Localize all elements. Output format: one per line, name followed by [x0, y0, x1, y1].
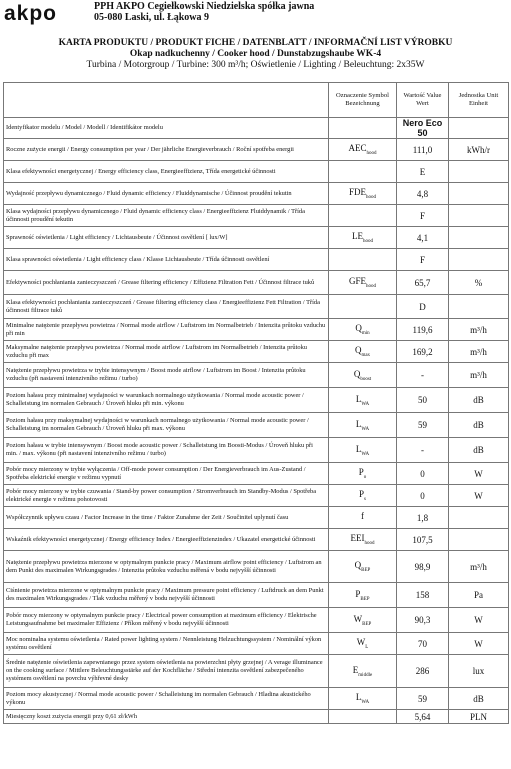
row-value: 0	[397, 463, 449, 485]
row-symbol	[329, 205, 397, 227]
row-symbol	[329, 551, 397, 583]
row-unit	[449, 118, 509, 139]
row-unit	[449, 205, 509, 227]
symbol-subscript: hood	[366, 150, 377, 156]
symbol-subscript: middle	[358, 672, 373, 678]
symbol-subscript: WA	[361, 426, 370, 432]
row-description: Maksymalne natężenie przepływu powietrza / Normal mode airflow / Luftstrom im Normalbetrieb / Intenzita průtoku vzduchu při max	[4, 341, 329, 363]
row-description: Identyfikator modelu / Model / Modell / Identifikátor modelu	[4, 118, 329, 139]
row-unit: W	[449, 633, 509, 655]
row-description: Klasa wydajności przepływu dynamicznego / Fluid dynamic efficiency class / Energieeffizienz Fluiddynamik / Třída účinnosti proudění tekutin	[4, 205, 329, 227]
row-unit: m³/h	[449, 551, 509, 583]
row-value: 107,5	[397, 529, 449, 551]
row-value: F	[397, 205, 449, 227]
row-unit: dB	[449, 413, 509, 438]
document-title	[0, 38, 511, 71]
row-symbol	[329, 227, 397, 249]
symbol-main: W	[356, 637, 366, 648]
model-identifier: Nero Eco 50	[397, 118, 449, 139]
table-row	[4, 463, 509, 485]
row-symbol	[329, 438, 397, 463]
row-value: 0	[397, 485, 449, 507]
row-value: 111,0	[397, 139, 449, 161]
row-description: Miesięczny koszt zużycia energii przy 0,61 zł/kWh	[4, 710, 329, 724]
symbol-subscript: boost	[360, 376, 372, 382]
table-row	[4, 608, 509, 633]
row-description: Klasa efektywności pochłaniania zanieczyszczeń / Grease filtering efficiency class / Energieeffizienz Fett Filtration / Třída účinnosti filtrace tuků	[4, 295, 329, 319]
row-symbol	[329, 319, 397, 341]
header-symbol: Oznaczenie Symbol Bezeichnung	[329, 83, 397, 118]
row-symbol	[329, 633, 397, 655]
symbol-main: L	[355, 443, 362, 454]
symbol-main: W	[353, 613, 363, 624]
symbol-main: AEC	[348, 143, 367, 154]
row-symbol	[329, 485, 397, 507]
symbol-main: GFE	[348, 276, 366, 287]
table-row	[4, 118, 509, 139]
header-description	[4, 83, 329, 118]
table-row	[4, 271, 509, 295]
row-symbol	[329, 183, 397, 205]
symbol-main: P	[355, 588, 361, 599]
symbol-subscript: o	[363, 474, 367, 480]
symbol-subscript: WA	[361, 451, 370, 457]
table-row	[4, 688, 509, 710]
row-value: F	[397, 249, 449, 271]
row-symbol	[329, 271, 397, 295]
row-description: Klasa sprawności oświetlenia / Light efficiency class / Klasse Lichtausbeute / Třída účinnosti osvětlení	[4, 249, 329, 271]
row-unit	[449, 183, 509, 205]
symbol-main: LE	[352, 231, 363, 242]
header-unit: Jednostka Unit Einheit	[449, 83, 509, 118]
row-value: 169,2	[397, 341, 449, 363]
row-description: Poziom hałasu przy minimalnej wydajności w warunkach normalnego użytkowania / Normal mode acoustic power / Schalleistung im normalen Gebrauch / Úroveň hluku při min. výkonu	[4, 388, 329, 413]
table-row	[4, 341, 509, 363]
table-row	[4, 633, 509, 655]
row-symbol	[329, 161, 397, 183]
symbol-subscript: hood	[366, 194, 376, 200]
title-line-1: KARTA PRODUKTU / PRODUKT FICHE / DATENBLATT / INFORMAČNÍ LIST VÝROBKU	[58, 38, 453, 48]
table-row	[4, 655, 509, 688]
symbol-subscript: BEP	[361, 567, 371, 573]
row-description: Poziom hałasu w trybie intensywnym / Boost mode acoustic power / Schalleistung im Boosti-Modus / Úroveň hluku při min. / max. výkonu (při nastavení intenzivního režimu / turbo)	[4, 438, 329, 463]
row-description: Minimalne natężenie przepływu powietrza / Normal mode airflow / Luftstrom im Normalbetrieb / Intenzita průtoku vzduchu při min	[4, 319, 329, 341]
akpo-logo: akpo	[4, 2, 58, 25]
row-value: 1,8	[397, 507, 449, 529]
row-symbol	[329, 341, 397, 363]
row-value: 158	[397, 583, 449, 608]
row-unit	[449, 249, 509, 271]
table-row	[4, 139, 509, 161]
row-unit: m³/h	[449, 319, 509, 341]
title-line-3: Turbina / Motorgroup / Turbine: 300 m³/h; Oświetlenie / Lighting / Beleuchtung: 2x35W	[86, 60, 425, 70]
table-row	[4, 161, 509, 183]
row-unit: W	[449, 485, 509, 507]
row-description: Pobór mocy mierzony w trybie czuwania / Stand-by power consumption / Stromverbrauch im Standby-Modus / Spotřeba elektrické energie v režimu pohotovosti	[4, 485, 329, 507]
row-description: Natężenie przepływu powietrza mierzone w optymalnym punkcie pracy / Maximum airflow point efficiency / Luftstrom an dem Punkt des maximalen Wirkungsgrades / Intenzita průtoku vzduchu měřená v bodu nejvyšší účinnosti	[4, 551, 329, 583]
table-header-row	[4, 83, 509, 118]
company-info	[94, 1, 314, 23]
row-value: 70	[397, 633, 449, 655]
row-value: 4,8	[397, 183, 449, 205]
row-description: Pobór mocy mierzony w optymalnym punkcie pracy / Electrical power consumption at maximum efficiency / Elektrische Leistungsaufnahme bei maximaler Effizienz / Příkon měřený v bodu nejvyšší účinnosti	[4, 608, 329, 633]
symbol-main: Q	[353, 368, 361, 379]
row-description: Moc nominalna systemu oświetlenia / Rated power lighting system / Nennleistung Helzuchtungssystem / Nominální výkon systému osvětlení	[4, 633, 329, 655]
row-symbol	[329, 688, 397, 710]
table-row	[4, 413, 509, 438]
symbol-subscript: L	[365, 644, 369, 650]
row-unit	[449, 227, 509, 249]
table-row	[4, 485, 509, 507]
row-value: 59	[397, 413, 449, 438]
row-value: 90,3	[397, 608, 449, 633]
row-symbol	[329, 363, 397, 388]
row-value: 286	[397, 655, 449, 688]
row-symbol	[329, 463, 397, 485]
symbol-subscript: max	[361, 352, 371, 358]
symbol-subscript: hood	[363, 238, 373, 244]
row-description: Roczne zużycie energii / Energy consumption per year / Der jährliche Energieverbrauch / Roční spotřeba energii	[4, 139, 329, 161]
table-row	[4, 710, 509, 724]
row-unit: dB	[449, 388, 509, 413]
row-symbol	[329, 388, 397, 413]
row-description: Średnie natężenie oświetlenia zapewnianego przez system oświetlenia na powierzchni płyty grzejnej / A verage illuminance on the cooking surface / Mittlere Beleuchtungsstärke auf der Kochfläche / Střední intenzita osvětlení zabezpečeného systémem osvětlení na povrchu výhřevné desky	[4, 655, 329, 688]
row-symbol	[329, 249, 397, 271]
company-name: PPH AKPO Cegiełkowski Niedzielska spółka jawna	[94, 1, 315, 12]
table-row	[4, 507, 509, 529]
table-row	[4, 319, 509, 341]
row-symbol	[329, 583, 397, 608]
title-line-2: Okap nadkuchenny / Cooker hood / Dunstabzugshaube WK-4	[129, 49, 382, 59]
table-row	[4, 183, 509, 205]
symbol-main: P	[358, 467, 364, 478]
symbol-main: Q	[354, 560, 362, 571]
row-unit: m³/h	[449, 341, 509, 363]
symbol-main: P	[359, 489, 365, 500]
table-row	[4, 205, 509, 227]
row-unit: m³/h	[449, 363, 509, 388]
symbol-subscript: BEP	[360, 596, 370, 602]
symbol-main: FDE	[348, 187, 366, 198]
row-unit: kWh/r	[449, 139, 509, 161]
symbol-subscript: BEP	[362, 621, 372, 627]
symbol-subscript: min	[361, 330, 370, 336]
table-row	[4, 583, 509, 608]
row-unit: Pa	[449, 583, 509, 608]
row-symbol	[329, 608, 397, 633]
row-value: 5,64	[397, 710, 449, 724]
row-unit: PLN	[449, 710, 509, 724]
table-row	[4, 388, 509, 413]
symbol-main: L	[355, 393, 362, 404]
symbol-subscript: s	[364, 496, 366, 502]
row-description: Wskaźnik efektywności energetycznej / Energy efficiency Index / Energieeffizienzindex / Ukazatel energetické účinnosti	[4, 529, 329, 551]
row-value: D	[397, 295, 449, 319]
table-row	[4, 529, 509, 551]
symbol-main: Q	[354, 345, 362, 356]
row-symbol	[329, 295, 397, 319]
table-body	[4, 118, 509, 724]
row-unit	[449, 295, 509, 319]
row-value: 4,1	[397, 227, 449, 249]
table-row	[4, 249, 509, 271]
row-value: 98,9	[397, 551, 449, 583]
row-unit	[449, 507, 509, 529]
row-unit: W	[449, 608, 509, 633]
row-unit: dB	[449, 688, 509, 710]
row-value: 119,6	[397, 319, 449, 341]
row-symbol	[329, 139, 397, 161]
row-value: 50	[397, 388, 449, 413]
symbol-subscript: WA	[361, 699, 370, 705]
row-value: 65,7	[397, 271, 449, 295]
row-symbol	[329, 655, 397, 688]
row-symbol	[329, 413, 397, 438]
row-description: Poziom hałasu przy maksymalnej wydajności w warunkach normalnego użytkowania / Normal mode acoustic power / Schalleistung im normalen Gebrauch / Úroveň hluku při max. výkonu	[4, 413, 329, 438]
row-description: Sprawność oświetlenia / Light efficiency / Lichtausbeute / Účinnost osvětlení [ lux/W]	[4, 227, 329, 249]
row-description: Efektywności pochłaniania zanieczyszczeń / Grease filtering efficiency / Effizienz Filtration Fett / Účinnost filtrace tuků	[4, 271, 329, 295]
symbol-subscript: hood	[364, 540, 375, 546]
row-description: Klasa efektywności energetycznej / Energy efficiency class, Energieeffizienz, Třída energetické účinnosti	[4, 161, 329, 183]
row-description: Poziom mocy akustycznej / Normal mode acoustic power / Schalleistung im normalen Gebrauch / Hladina akustického výkonu	[4, 688, 329, 710]
symbol-main: Q	[355, 323, 362, 334]
symbol-subscript: hood	[366, 283, 376, 289]
symbol-main: L	[355, 418, 362, 429]
table-row	[4, 295, 509, 319]
row-unit	[449, 161, 509, 183]
row-symbol	[329, 507, 397, 529]
symbol-main: EEI	[350, 533, 365, 544]
row-symbol	[329, 529, 397, 551]
table-row	[4, 438, 509, 463]
symbol-main: E	[352, 664, 359, 675]
table-row	[4, 363, 509, 388]
row-symbol	[329, 118, 397, 139]
row-description: Ciśnienie powietrza mierzone w optymalnym punkcie pracy / Maximum pressure point efficiency / Luftdruck an dem Punkt des maximalen Wirkungsgrades / Tlak vzduchu měřený v bodu nejvyšší účinnosti	[4, 583, 329, 608]
company-address: 05-080 Laski, ul. Łąkowa 9	[94, 12, 210, 23]
row-value: -	[397, 438, 449, 463]
row-description: Współczynnik upływu czasu / Factor Increase in the time / Faktor Zunahme der Zeit / Součinitel uplynutí času	[4, 507, 329, 529]
symbol-main: f	[361, 511, 364, 522]
row-value: -	[397, 363, 449, 388]
symbol-main: L	[355, 692, 362, 703]
row-unit: dB	[449, 438, 509, 463]
row-unit: %	[449, 271, 509, 295]
row-description: Natężenie przepływu powietrza w trybie intensywnym / Boost mode airflow / Luftstrom im Boost / Intenzita průtoku vzduchu (při nastavení intenzivního režimu / turbo)	[4, 363, 329, 388]
row-symbol	[329, 710, 397, 724]
product-fiche-table	[3, 82, 509, 724]
table-row	[4, 227, 509, 249]
row-description: Wydajność przepływu dynamicznego / Fluid dynamic efficiency / Fluiddynamische / Účinnost proudění tekutin	[4, 183, 329, 205]
header-value: Wartość Value Wert	[397, 83, 449, 118]
table-row	[4, 551, 509, 583]
row-description: Pobór mocy mierzony w trybie wyłączenia / Off-mode power consumption / Der Energieverbrauch im Aus-Zustand / Spotřeba elektrické energie v režimu vypnutí	[4, 463, 329, 485]
symbol-subscript: WA	[361, 401, 370, 407]
row-unit	[449, 529, 509, 551]
row-unit: lux	[449, 655, 509, 688]
row-value: E	[397, 161, 449, 183]
row-unit: W	[449, 463, 509, 485]
row-value: 59	[397, 688, 449, 710]
